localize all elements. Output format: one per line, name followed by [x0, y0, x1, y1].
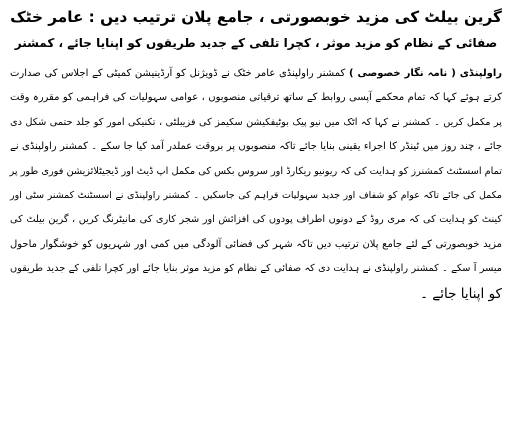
- body-line-6: مکمل کی جائے تاکہ عوام کو شفاف اور جدید سہولیات فراہم کی جاسکیں ۔ کمشنر راولپنڈی نے اسسٹنٹ کمشنر سٹی اور: [10, 190, 502, 202]
- body-line-9: میسر آ سکے ۔ کمشنر راولپنڈی نے ہدایت دی کہ صفائی کے نظام کو مزید موثر بنایا جائے اور کچرا تلفی کے جدید طریقوں: [10, 263, 502, 275]
- body-line-1: [10, 62, 502, 86]
- body-line-10: کو اپنایا جائے ۔: [420, 285, 502, 302]
- headline-secondary: صفائی کے نظام کو مزید موثر ، کچرا تلفی کے جدید طریقوں کو اپنایا جائے ، کمشنر: [14, 36, 498, 50]
- body-line-1-text: کمشنر راولپنڈی عامر خٹک نے ڈویژنل کو آرڈینیشن کمیٹی کے اجلاس کی صدارت: [10, 68, 346, 79]
- dateline: راولپنڈی ( نامہ نگار خصوصی ): [348, 68, 503, 79]
- body-line-5: تمام اسسٹنٹ کمشنرز کو ہدایت کی کہ ریونیو ریکارڈ اور سروس بکس کی مکمل اپ ڈیٹ اور ڈیجیٹلائزیشن فوری طور پر: [9, 165, 502, 177]
- body-line-3: پر مکمل کریں ۔ کمشنر نے کہا کہ اٹک میں نیو پیک بوٹیفکیشن سکیمز کی فزیبلٹی ، تکنیکی امور کو جلد حتمی شکل دی: [10, 116, 502, 128]
- body-line-7: کینٹ کو ہدایت کی کہ مری روڈ کے دونوں اطراف پودوں کی افزائش اور شجر کاری کی مانیٹرنگ کریں ، گرین بیلٹ کی: [10, 214, 502, 226]
- article-body: [10, 62, 502, 306]
- body-line-8: مزید خوبصورتی کے لئے جامع پلان ترتیب دیں تاکہ شہر کی فضائی آلودگی میں کمی اور شہریوں کو خوشگوار ماحول: [10, 238, 502, 250]
- body-line-2: کرتے ہوئے کہا کہ تمام محکمے آپسی روابط کے ساتھ ترقیاتی منصوبوں ، عوامی سہولیات کی فراہمی کو مقررہ وقت: [10, 92, 502, 104]
- body-line-4: جائے ، چند روز میں ٹینڈر کا اجراء یقینی بنایا جائے تاکہ منصوبوں پر بروقت عملدر آمد کیا جا سکے ۔ کمشنر راولپنڈی نے: [10, 141, 502, 153]
- headline-primary: گرین بیلٹ کی مزید خوبصورتی ، جامع پلان ترتیب دیں : عامر خٹک: [10, 8, 502, 26]
